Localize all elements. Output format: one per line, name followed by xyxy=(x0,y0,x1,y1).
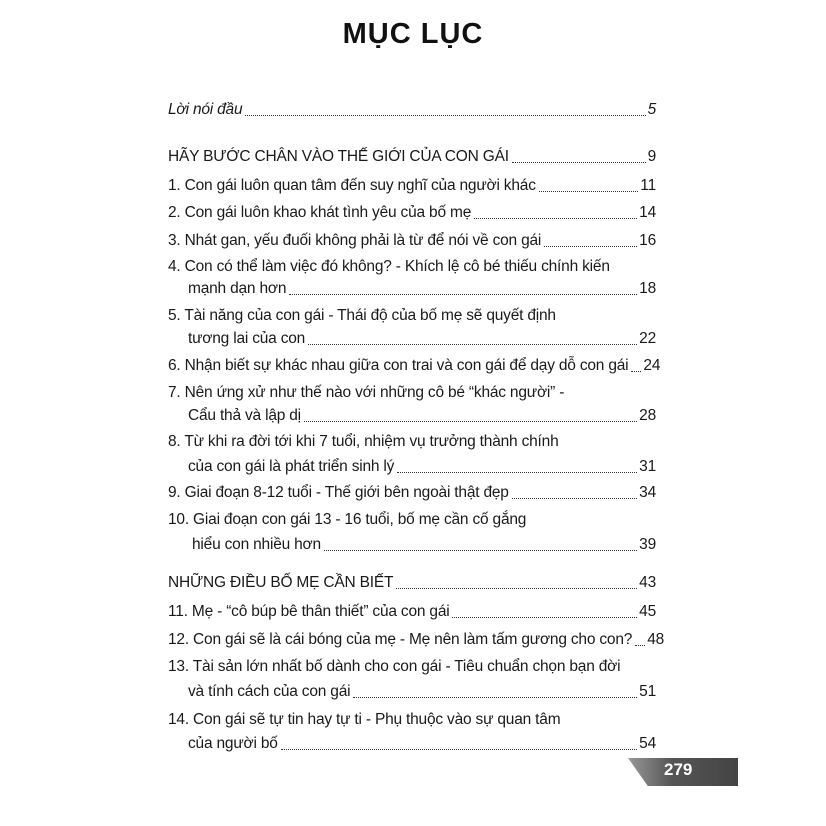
entry-title-cont: mạnh dạn hơn xyxy=(188,280,287,297)
dot-leader xyxy=(245,115,645,116)
entry-page: 43 xyxy=(639,574,656,591)
toc-entry-line1 xyxy=(168,257,656,277)
dot-leader xyxy=(474,218,637,219)
toc-entry-line2 xyxy=(188,406,656,426)
page-title: MỤC LỤC xyxy=(342,18,484,50)
entry-page: 16 xyxy=(639,232,656,249)
entry-title: 13. Tài sản lớn nhất bố dành cho con gái - Tiêu chuẩn chọn bạn đời xyxy=(168,658,621,675)
toc-entry-line2 xyxy=(188,682,656,702)
toc-entry-line2 xyxy=(188,279,656,299)
entry-page: 18 xyxy=(639,280,656,297)
entry-title: 9. Giai đoạn 8-12 tuổi - Thế giới bên ngoài thật đẹp xyxy=(168,484,509,501)
toc-entry-line1 xyxy=(168,657,656,677)
dot-leader xyxy=(289,294,637,295)
toc-entry-line1 xyxy=(168,306,656,326)
entry-title: 14. Con gái sẽ tự tin hay tự ti - Phụ thuộc vào sự quan tâm xyxy=(168,711,561,728)
entry-title: Lời nói đầu xyxy=(168,101,243,118)
page-number: 279 xyxy=(664,760,693,779)
entry-page: 54 xyxy=(639,735,656,752)
toc-entry-line2 xyxy=(188,734,656,754)
entry-title: 6. Nhận biết sự khác nhau giữa con trai và con gái để dạy dỗ con gái xyxy=(168,357,629,374)
entry-title-cont: và tính cách của con gái xyxy=(188,683,351,700)
entry-page: 5 xyxy=(647,101,656,118)
entry-title-cont: hiểu con nhiều hơn xyxy=(192,536,321,553)
entry-page: 31 xyxy=(639,458,656,475)
toc-entry-line1 xyxy=(168,710,656,730)
toc-entry xyxy=(168,602,656,622)
dot-leader xyxy=(308,344,637,345)
toc-entry-line1 xyxy=(168,510,656,530)
toc-entry-line1 xyxy=(168,383,656,403)
entry-page: 45 xyxy=(639,603,656,620)
toc-section xyxy=(168,147,656,167)
toc-entry xyxy=(168,630,665,650)
dot-leader xyxy=(281,749,637,750)
entry-page: 39 xyxy=(639,536,656,553)
dot-leader xyxy=(324,550,637,551)
dot-leader xyxy=(353,697,637,698)
dot-leader xyxy=(512,498,637,499)
entry-title: 7. Nên ứng xử như thế nào với những cô bé “khác người” - xyxy=(168,384,565,401)
entry-page: 48 xyxy=(647,631,665,648)
dot-leader xyxy=(397,472,637,473)
entry-title: 11. Mẹ - “cô búp bê thân thiết” của con gái xyxy=(168,603,450,620)
dot-leader xyxy=(544,246,637,247)
entry-page: 28 xyxy=(639,407,656,424)
entry-title: 4. Con có thể làm việc đó không? - Khích lệ cô bé thiếu chính kiến xyxy=(168,258,610,275)
entry-title-cont: Cẩu thả và lập dị xyxy=(188,407,301,424)
entry-title: 10. Giai đoạn con gái 13 - 16 tuổi, bố mẹ cần cố gắng xyxy=(168,511,527,528)
entry-page: 24 xyxy=(643,357,661,374)
entry-title: 1. Con gái luôn quan tâm đến suy nghĩ của người khác xyxy=(168,177,536,194)
dot-leader xyxy=(304,421,637,422)
entry-title: HÃY BƯỚC CHÂN VÀO THẾ GIỚI CỦA CON GÁI xyxy=(168,148,509,165)
toc-entry-line2 xyxy=(192,535,656,555)
dot-leader xyxy=(539,191,639,192)
entry-page: 11 xyxy=(640,177,656,194)
entry-title: 12. Con gái sẽ là cái bóng của mẹ - Mẹ nên làm tấm gương cho con? xyxy=(168,631,633,648)
entry-title: 2. Con gái luôn khao khát tình yêu của bố mẹ xyxy=(168,204,472,221)
toc-entry xyxy=(168,356,661,376)
toc-entry-line1 xyxy=(168,432,656,452)
entry-title: 8. Từ khi ra đời tới khi 7 tuổi, nhiệm vụ trưởng thành chính xyxy=(168,433,559,450)
toc-entry xyxy=(168,231,656,251)
entry-title-cont: của con gái là phát triển sinh lý xyxy=(188,458,395,475)
dot-leader xyxy=(452,617,637,618)
toc-entry xyxy=(168,100,656,120)
entry-title-cont: của người bố xyxy=(188,735,278,752)
entry-page: 51 xyxy=(639,683,656,700)
dot-leader xyxy=(512,162,646,163)
dot-leader xyxy=(635,645,645,646)
entry-title: 3. Nhát gan, yếu đuối không phải là từ để nói về con gái xyxy=(168,232,542,249)
toc-entry xyxy=(168,483,656,503)
entry-page: 34 xyxy=(639,484,656,501)
entry-title-cont: tương lai của con xyxy=(188,330,306,347)
dot-leader xyxy=(396,588,637,589)
entry-page: 9 xyxy=(647,148,656,165)
dot-leader xyxy=(631,371,641,372)
toc-entry-line2 xyxy=(188,329,656,349)
toc-section xyxy=(168,573,656,593)
toc-entry xyxy=(168,176,656,196)
toc-entry xyxy=(168,203,656,223)
entry-title: 5. Tài năng của con gái - Thái độ của bố mẹ sẽ quyết định xyxy=(168,307,556,324)
entry-page: 22 xyxy=(639,330,656,347)
entry-title: NHỮNG ĐIỀU BỐ MẸ CẦN BIẾT xyxy=(168,574,394,591)
toc-entry-line2 xyxy=(188,457,656,477)
entry-page: 14 xyxy=(639,204,656,221)
